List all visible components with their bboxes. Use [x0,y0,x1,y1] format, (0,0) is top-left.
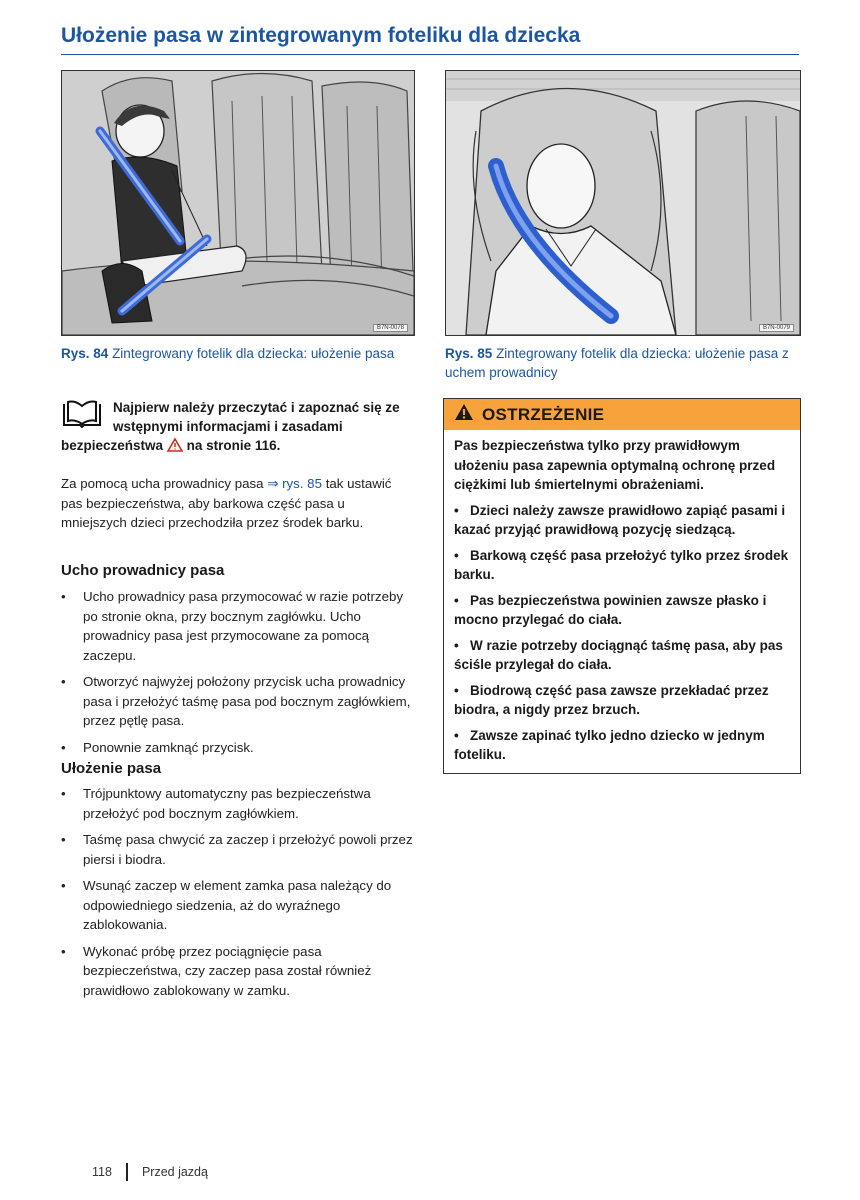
list-item: • W razie potrzeby dociągnąć taśmę pasa, aby pas ściśle przylegał do ciała. [454,637,783,672]
intro-text: Za pomocą ucha prowadnicy pasa [61,476,264,491]
warning-triangle-icon [167,438,183,457]
caption-label: Rys. 84 [61,346,109,361]
intro-text: tak ustawić pas bezpieczeństwa, aby barkowa część pasa u mniejszych dzieci przechodziła przez środek barku. [61,476,392,530]
warning-box [443,398,801,774]
warning-header [444,399,800,430]
caption-text: Zintegrowany fotelik dla dziecka: ułożenie pasa [112,346,395,361]
list-item: • Wsunąć zaczep w element zamka pasa należący do odpowiedniego siedzenia, aż do wyraźnego zablokowania. [61,878,392,932]
list-item: • Dzieci należy zawsze prawidłowo zapiąć pasami i kazać przyjąć prawidłową pozycję siedzącą. [454,502,786,537]
list-item: • Ponownie zamknąć przycisk. [61,739,254,755]
section-heading: Ułożenie pasa [61,760,162,777]
list-item: • Taśmę pasa chwycić za zaczep i przełożyć powoli przez piersi i biodra. [61,832,413,867]
caption-text: Zintegrowany fotelik dla dziecka: ułożenie pasa z uchem prowadnicy [445,346,789,380]
list-item: • Otworzyć najwyżej położony przycisk ucha prowadnicy pasa i przełożyć taśmę pasa pod bocznym zagłówkiem, przez pętlę pasa. [61,674,411,728]
note-link-text[interactable]: na stronie 116. [186,438,281,453]
warning-lead: Pas bezpieczeństwa tylko przy prawidłowym ułożeniu pasa zapewnia optymalną ochronę przed ciężkimi lub śmiertelnymi obrażeniami. [454,438,776,492]
figure-reference-link[interactable]: ⇒ rys. 85 [267,476,322,491]
page-title: Ułożenie pasa w zintegrowanym foteliku dla dziecka [61,24,799,55]
footer-divider [126,1163,128,1181]
caption-label: Rys. 85 [445,346,493,361]
section-bullets [61,587,413,764]
child-seat-illustration-85 [446,71,800,335]
figure-85 [445,70,801,336]
warning-body [444,430,800,773]
book-open-icon [61,400,103,428]
child-seat-illustration-84 [62,71,414,335]
warning-triangle-icon [454,403,474,426]
list-item: • Ucho prowadnicy pasa przymocować w razie potrzeby po stronie okna, przy bocznym zagłówku. Ucho prowadnicy pasa jest przymocowane za pomocą zaczepu. [61,589,404,663]
list-item: • Trójpunktowy automatyczny pas bezpieczeństwa przełożyć pod bocznym zagłówkiem. [61,786,371,821]
list-item: • Pas bezpieczeństwa powinien zawsze płasko i mocno przylegać do ciała. [454,592,767,627]
list-item: • Biodrową część pasa zawsze przekładać przez biodra, a nigdy przez brzuch. [454,682,769,717]
read-first-note [61,398,413,457]
page-number: 118 [92,1165,112,1179]
list-item: • Zawsze zapinać tylko jedno dziecko w jednym foteliku. [454,727,765,762]
warning-title: OSTRZEŻENIE [482,404,605,424]
list-item: • Wykonać próbę przez pociągnięcie pasa bezpieczeństwa, czy zaczep pasa został również prawidłowo zablokowany w zamku. [61,943,372,998]
figure-84-caption [61,344,413,363]
section-heading: Ucho prowadnicy pasa [61,562,225,579]
figure-85-caption [445,344,799,382]
list-item: • Barkową część pasa przełożyć tylko przez środek barku. [454,547,789,582]
figure-code: B7N-0078 [373,324,408,332]
footer-section: Przed jazdą [141,1165,208,1179]
intro-paragraph [61,474,413,539]
page-footer [92,1163,208,1181]
figure-code: B7N-0079 [759,324,794,332]
note-text: Najpierw należy przeczytać i zapoznać się ze wstępnymi informacjami i zasadami bezpieczeństwa [61,400,400,453]
section-bullets [61,784,413,1007]
figure-84 [61,70,415,336]
